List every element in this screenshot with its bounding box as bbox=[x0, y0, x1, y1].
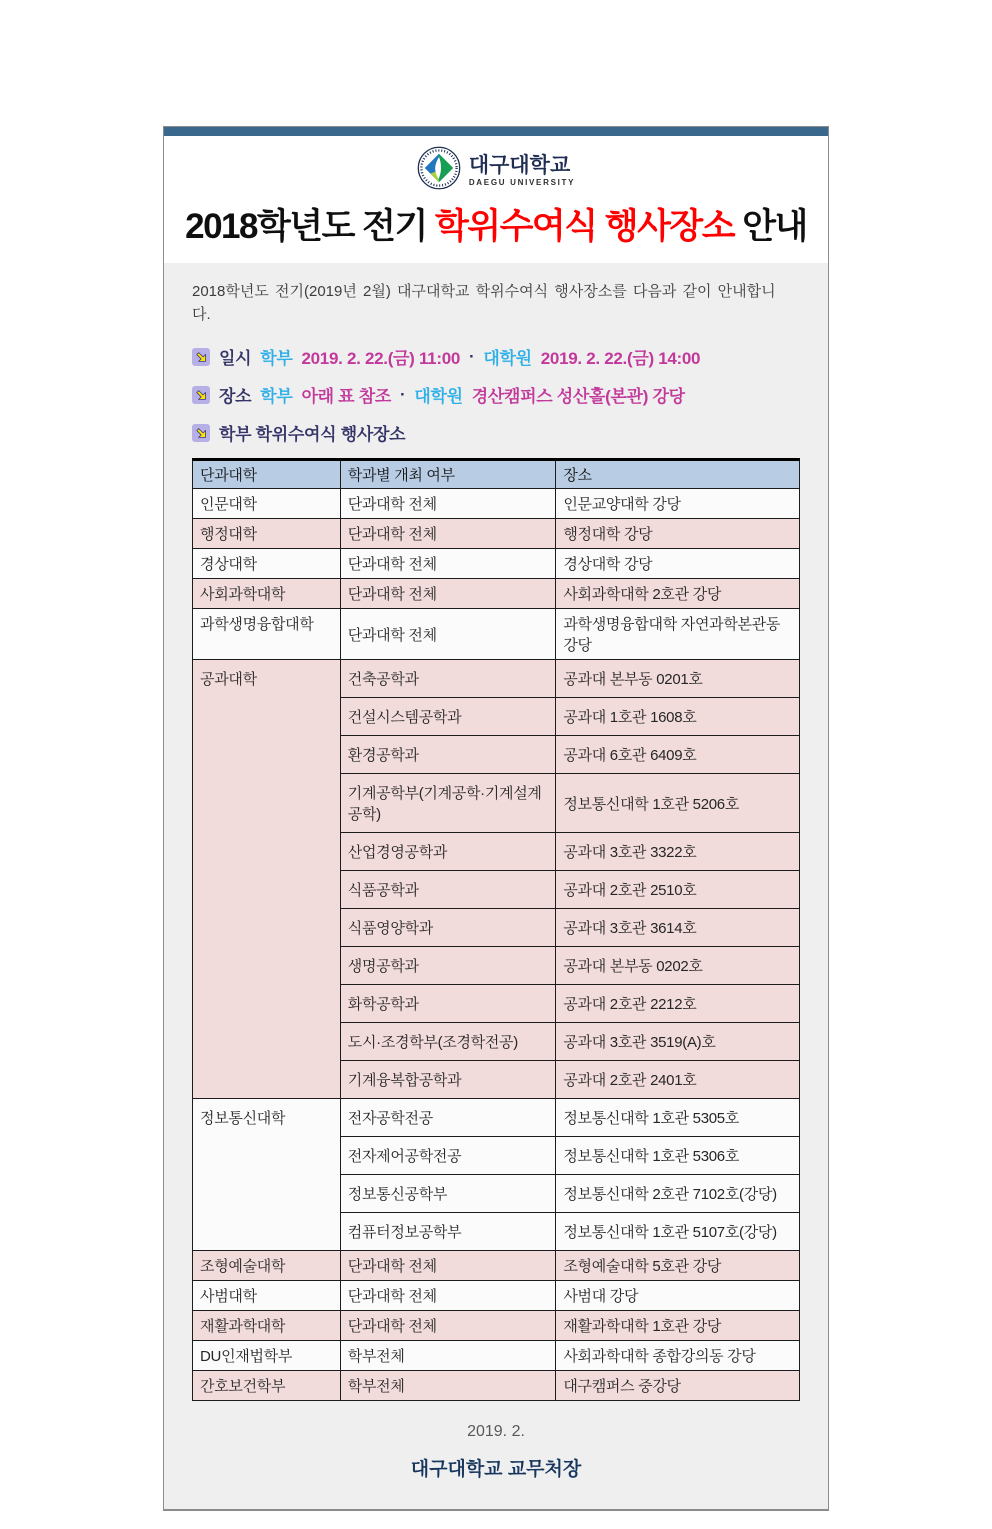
table-row bbox=[193, 549, 800, 579]
table-row bbox=[193, 609, 800, 660]
dept-cell: 정보통신공학부 bbox=[340, 1175, 556, 1213]
bullet-segment: 2019. 2. 22.(금) 11:00 bbox=[301, 349, 461, 369]
venue-cell: 공과대 본부동 0201호 bbox=[556, 660, 800, 698]
college-cell: 사범대학 bbox=[193, 1281, 341, 1311]
top-accent-bar bbox=[164, 127, 828, 136]
dept-cell: 기계융복합공학과 bbox=[340, 1061, 556, 1099]
college-cell: 조형예술대학 bbox=[193, 1251, 341, 1281]
table-row bbox=[193, 1371, 800, 1401]
table-row bbox=[193, 1281, 800, 1311]
venue-cell: 사회과학대학 2호관 강당 bbox=[556, 579, 800, 609]
university-emblem-icon bbox=[417, 146, 461, 195]
table-row bbox=[193, 519, 800, 549]
venue-cell: 공과대 6호관 6409호 bbox=[556, 736, 800, 774]
dept-cell: 단과대학 전체 bbox=[340, 1281, 556, 1311]
bullet-segment: 학부 bbox=[260, 387, 293, 407]
bullet-segment: 경산캠퍼스 성산홀(본관) 강당 bbox=[471, 387, 685, 407]
venue-cell: 정보통신대학 1호관 5107호(강당) bbox=[556, 1213, 800, 1251]
venue-cell: 행정대학 강당 bbox=[556, 519, 800, 549]
college-cell: DU인재법학부 bbox=[193, 1341, 341, 1371]
bullet-segment: 학부 bbox=[260, 349, 293, 369]
dept-cell: 학부전체 bbox=[340, 1341, 556, 1371]
venue-cell: 공과대 3호관 3519(A)호 bbox=[556, 1023, 800, 1061]
title-part-1: 2018학년도 전기 bbox=[185, 207, 435, 246]
university-name-english: DAEGU UNIVERSITY bbox=[468, 178, 576, 188]
bullet-segment: · bbox=[399, 384, 406, 404]
dept-cell: 건설시스템공학과 bbox=[340, 698, 556, 736]
venue-cell: 공과대 2호관 2401호 bbox=[556, 1061, 800, 1099]
bullet-segment: 학부 학위수여식 행사장소 bbox=[219, 425, 406, 445]
dept-cell: 전자제어공학전공 bbox=[340, 1137, 556, 1175]
dept-cell: 단과대학 전체 bbox=[340, 549, 556, 579]
college-cell: 과학생명융합대학 bbox=[193, 609, 341, 660]
dept-cell: 산업경영공학과 bbox=[340, 833, 556, 871]
bullet-segment: · bbox=[469, 346, 475, 366]
bullet-line bbox=[192, 420, 800, 445]
schedule-table bbox=[192, 458, 800, 1401]
bullet-segment: 일시 bbox=[219, 349, 252, 369]
bullet-segment: 장소 bbox=[219, 387, 252, 407]
table-row bbox=[193, 1341, 800, 1371]
bullet-list bbox=[192, 344, 800, 445]
venue-cell: 공과대 본부동 0202호 bbox=[556, 947, 800, 985]
table-row bbox=[193, 1251, 800, 1281]
dept-cell: 단과대학 전체 bbox=[340, 519, 556, 549]
dept-cell: 화학공학과 bbox=[340, 985, 556, 1023]
venue-cell: 공과대 2호관 2510호 bbox=[556, 871, 800, 909]
title-part-red: 학위수여식 행사장소 bbox=[435, 207, 735, 246]
title-part-2: 안내 bbox=[734, 207, 807, 246]
venue-cell: 정보통신대학 1호관 5305호 bbox=[556, 1099, 800, 1137]
bullet-line bbox=[192, 382, 800, 407]
college-cell: 행정대학 bbox=[193, 519, 341, 549]
college-cell: 재활과학대학 bbox=[193, 1311, 341, 1341]
university-logo bbox=[417, 146, 575, 195]
dept-cell: 생명공학과 bbox=[340, 947, 556, 985]
dept-cell: 단과대학 전체 bbox=[340, 579, 556, 609]
dept-cell: 단과대학 전체 bbox=[340, 1251, 556, 1281]
venue-cell: 재활과학대학 1호관 강당 bbox=[556, 1311, 800, 1341]
footer-date: 2019. 2. bbox=[467, 1423, 525, 1441]
dept-cell: 식품영양학과 bbox=[340, 909, 556, 947]
page-title bbox=[164, 207, 828, 247]
venue-cell: 정보통신대학 1호관 5306호 bbox=[556, 1137, 800, 1175]
table-row bbox=[193, 579, 800, 609]
bullet-segment: 대학원 bbox=[483, 349, 532, 369]
venue-cell: 경상대학 강당 bbox=[556, 549, 800, 579]
venue-cell: 정보통신대학 1호관 5206호 bbox=[556, 774, 800, 833]
arrow-down-right-icon bbox=[192, 424, 210, 442]
header-college: 단과대학 bbox=[193, 460, 341, 489]
venue-cell: 정보통신대학 2호관 7102호(강당) bbox=[556, 1175, 800, 1213]
dept-cell: 기계공학부(기계공학·기계설계공학) bbox=[340, 774, 556, 833]
document-header bbox=[164, 136, 828, 263]
document-body bbox=[164, 263, 828, 1509]
table-row bbox=[193, 1311, 800, 1341]
venue-cell: 조형예술대학 5호관 강당 bbox=[556, 1251, 800, 1281]
dept-cell: 환경공학과 bbox=[340, 736, 556, 774]
table-row bbox=[193, 1099, 800, 1137]
dept-cell: 전자공학전공 bbox=[340, 1099, 556, 1137]
venue-cell: 사회과학대학 종합강의동 강당 bbox=[556, 1341, 800, 1371]
table-header-row bbox=[193, 460, 800, 489]
table-row bbox=[193, 660, 800, 698]
venue-cell: 사범대 강당 bbox=[556, 1281, 800, 1311]
bullet-segment: 대학원 bbox=[414, 387, 463, 407]
university-name bbox=[469, 154, 575, 187]
college-cell: 경상대학 bbox=[193, 549, 341, 579]
dept-cell: 단과대학 전체 bbox=[340, 609, 556, 660]
table-row bbox=[193, 489, 800, 519]
dept-cell: 단과대학 전체 bbox=[340, 489, 556, 519]
dept-cell: 건축공학과 bbox=[340, 660, 556, 698]
college-cell: 정보통신대학 bbox=[193, 1099, 341, 1251]
venue-cell: 공과대 3호관 3614호 bbox=[556, 909, 800, 947]
arrow-down-right-icon bbox=[192, 348, 210, 366]
college-cell: 공과대학 bbox=[193, 660, 341, 1099]
bullet-segment: 2019. 2. 22.(금) 14:00 bbox=[540, 349, 701, 369]
bullet-segment: 아래 표 참조 bbox=[301, 387, 391, 407]
university-name-korean: 대구대학교 bbox=[468, 153, 571, 177]
dept-cell: 학부전체 bbox=[340, 1371, 556, 1401]
footer-signature: 대구대학교 교무처장 bbox=[410, 1459, 582, 1481]
college-cell: 인문대학 bbox=[193, 489, 341, 519]
dept-cell: 식품공학과 bbox=[340, 871, 556, 909]
dept-cell: 도시·조경학부(조경학전공) bbox=[340, 1023, 556, 1061]
venue-cell: 대구캠퍼스 중강당 bbox=[556, 1371, 800, 1401]
notice-document bbox=[163, 126, 829, 1511]
venue-cell: 공과대 2호관 2212호 bbox=[556, 985, 800, 1023]
intro-paragraph: 2018학년도 전기(2019년 2월) 대구대학교 학위수여식 행사장소를 다음과 같이 안내합니다. bbox=[192, 283, 776, 323]
venue-cell: 인문교양대학 강당 bbox=[556, 489, 800, 519]
venue-cell: 과학생명융합대학 자연과학본관동 강당 bbox=[556, 609, 800, 660]
venue-cell: 공과대 1호관 1608호 bbox=[556, 698, 800, 736]
college-cell: 간호보건학부 bbox=[193, 1371, 341, 1401]
dept-cell: 컴퓨터정보공학부 bbox=[340, 1213, 556, 1251]
header-dept-held: 학과별 개최 여부 bbox=[340, 460, 556, 489]
header-venue: 장소 bbox=[556, 460, 800, 489]
arrow-down-right-icon bbox=[192, 386, 210, 404]
college-cell: 사회과학대학 bbox=[193, 579, 341, 609]
document-footer bbox=[192, 1423, 800, 1481]
dept-cell: 단과대학 전체 bbox=[340, 1311, 556, 1341]
bullet-line bbox=[192, 344, 800, 369]
venue-cell: 공과대 3호관 3322호 bbox=[556, 833, 800, 871]
